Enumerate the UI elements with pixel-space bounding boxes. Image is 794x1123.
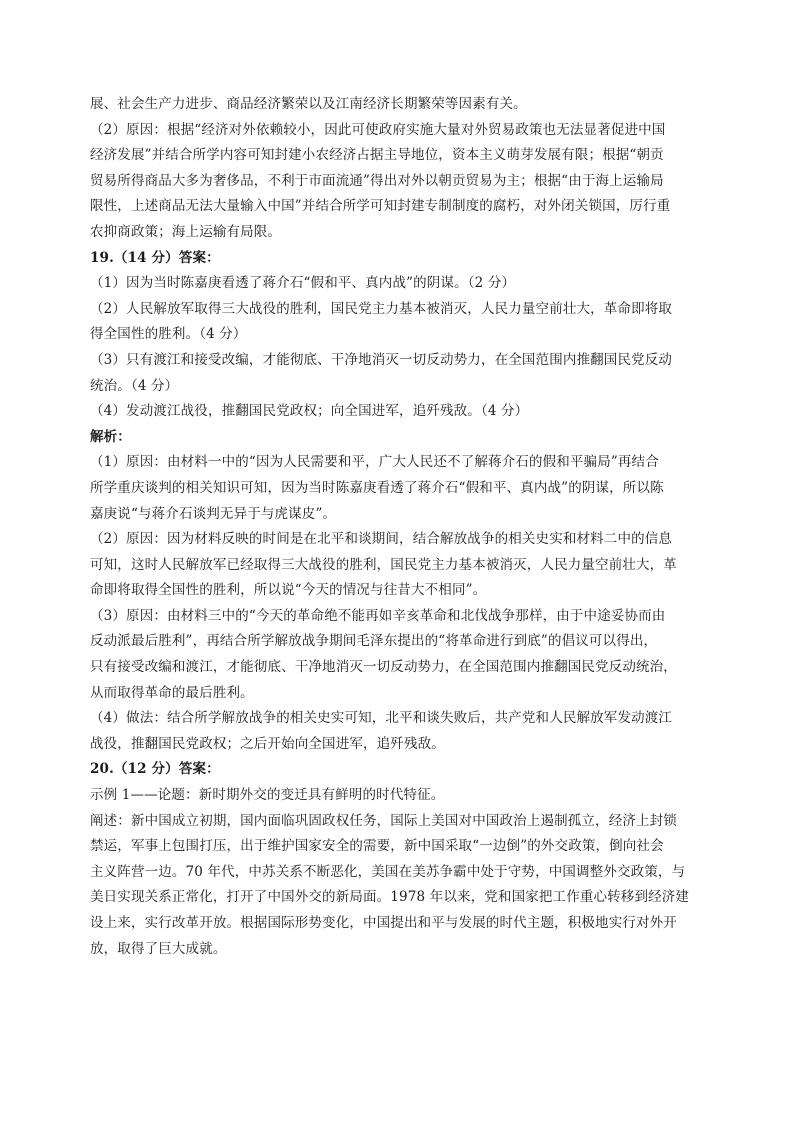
text-line: （2）原因：根据“经济对外依赖较小，因此可使政府实施大量对外贸易政策也无法显著促进中国 — [90, 121, 666, 138]
example-line: 阐述：新中国成立初期，国内面临巩固政权任务，国际上美国对中国政治上遏制孤立，经济上封锁 — [90, 812, 677, 829]
text-line: 展、社会生产力进步、商品经济繁荣以及江南经济长期繁荣等因素有关。 — [90, 96, 527, 112]
analysis-heading: 解析： — [90, 428, 131, 445]
example-line: 放，取得了巨大成就。 — [90, 940, 227, 957]
answer-line: 统治。（4 分） — [90, 377, 179, 394]
example-line: 示例 1——论题：新时期外交的变迁具有鲜明的时代特征。 — [90, 787, 445, 804]
analysis-line: 从而取得革命的最后胜利。 — [90, 684, 254, 701]
analysis-line: 可知，这时人民解放军已经取得三大战役的胜利，国民党主力基本被消灭，人民力量空前壮大，革 — [90, 556, 677, 573]
answer-line: 得全国性的胜利。（4 分） — [90, 326, 247, 343]
answer-line: （1）因为当时陈嘉庚看透了蒋介石“假和平、真内战”的阴谋。（2 分） — [90, 275, 516, 292]
example-line: 设上来，实行改革开放。根据国际形势变化，中国提出和平与发展的时代主题，积极地实行对外开 — [90, 915, 677, 931]
analysis-line: （4）做法：结合所学解放战争的相关史实可知，北平和谈失败后，共产党和人民解放军发动渡江 — [90, 710, 673, 727]
analysis-line: 所学重庆谈判的相关知识可知，因为当时陈嘉庚看透了蒋介石“假和平、真内战”的阴谋，所以陈 — [90, 479, 664, 496]
analysis-line: （1）原因：由材料一中的“因为人民需要和平，广大人民还不了解蒋介石的假和平骗局”再结合 — [90, 454, 659, 471]
example-line: 主义阵营一边。70 年代，中苏关系不断恶化，美国在美苏争霸中处于守势，中国调整外交政策，与 — [90, 863, 686, 880]
text-line: 经济发展”并结合所学内容可知封建小农经济占据主导地位，资本主义萌芽发展有限；根据“朝贡 — [90, 147, 664, 164]
question-20-heading: 20.（12 分）答案： — [90, 761, 220, 778]
answer-line: （2）人民解放军取得三大战役的胜利，国民党主力基本被消灭，人民力量空前壮大，革命即将取 — [90, 300, 673, 317]
document-page — [90, 92, 710, 962]
text-line: 贸易所得商品大多为奢侈品，不利于市面流通”得出对外以朝贡贸易为主；根据“由于海上运输局 — [90, 172, 664, 189]
text-line: 农抑商政策；海上运输有局限。 — [90, 223, 282, 240]
answer-line: （3）只有渡江和接受改编，才能彻底、干净地消灭一切反动势力，在全国范围内推翻国民党反动 — [90, 351, 673, 368]
analysis-line: （3）原因：由材料三中的“今天的革命绝不能再如辛亥革命和北伐战争那样，由于中途妥协而由 — [90, 607, 666, 624]
analysis-line: （2）原因：因为材料反映的时间是在北平和谈期间，结合解放战争的相关史实和材料二中的信息 — [90, 531, 673, 548]
text-line: 限性，上述商品无法大量输入中国”并结合所学可知封建专制制度的腐朽，对外闭关锁国，厉行重 — [90, 198, 671, 215]
analysis-line: 反动派最后胜利”，再结合所学解放战争期间毛泽东提出的“将革命进行到底”的倡议可以得出， — [90, 633, 658, 650]
example-line: 美日实现关系正常化，打开了中国外交的新局面。1978 年以来，党和国家把工作重心转移到经济建 — [90, 889, 690, 906]
analysis-line: 嘉庚说“与蒋介石谈判无异于与虎谋皮”。 — [90, 505, 337, 522]
example-line: 禁运，军事上包围打压，出于维护国家安全的需要，新中国采取“一边倒”的外交政策，倒向社会 — [90, 838, 664, 855]
analysis-line: 只有接受改编和渡江，才能彻底、干净地消灭一切反动势力，在全国范围内推翻国民党反动统治， — [90, 659, 677, 676]
analysis-line: 命即将取得全国性的胜利，所以说“今天的情况与往昔大不相同”。 — [90, 582, 487, 599]
analysis-line: 战役，推翻国民党政权；之后开始向全国进军，追歼残敌。 — [90, 735, 445, 752]
question-19-heading: 19.（14 分）答案： — [90, 249, 220, 266]
answer-line: （4）发动渡江战役，推翻国民党政权；向全国进军，追歼残敌。（4 分） — [90, 403, 529, 420]
